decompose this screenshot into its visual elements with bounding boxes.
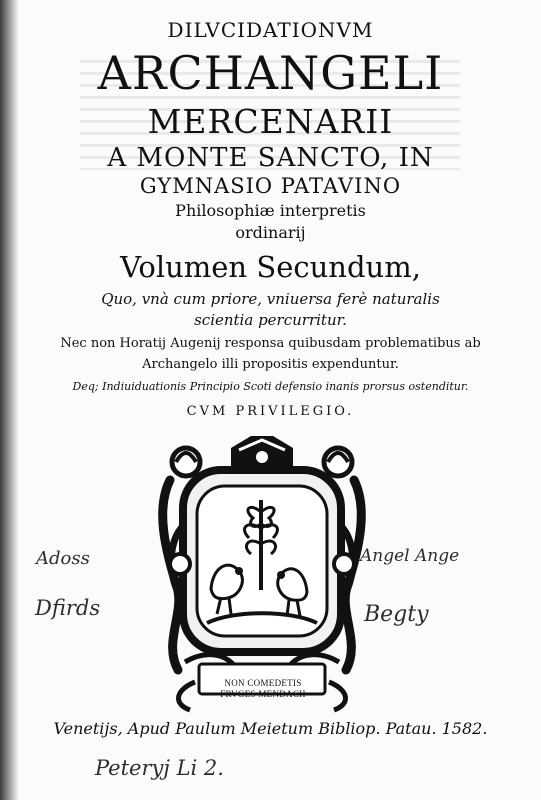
imprint-line: Venetijs, Apud Paulum Meietum Bibliop. Patau. 1582.: [53, 719, 488, 738]
handwritten-left-upper: Adoss: [36, 548, 90, 569]
volume-title: Volumen Secundum,: [120, 250, 421, 284]
motto-line-1: NON COMEDETIS: [224, 678, 302, 688]
printer-device-woodcut: [155, 432, 369, 714]
title-line-gymnasio-patavino: GYMNASIO PATAVINO: [139, 174, 402, 198]
subtitle-line-4: Archangelo illi propositis expenduntur.: [142, 357, 399, 372]
author-name-mercenarii: MERCENARII: [147, 102, 394, 141]
subtitle-line-1: Quo, vnà cum priore, vniuersa ferè naturalis: [101, 290, 440, 308]
title-line-ordinarij: ordinarij: [235, 223, 306, 242]
subtitle-line-2: scientia percurritur.: [194, 311, 347, 329]
subtitle-line-3: Nec non Horatij Augenij responsa quibusdam problematibus ab: [60, 336, 481, 351]
subtitle-line-5: Deq; Indiuiduationis Principio Scoti defensio inanis prorsus ostenditur.: [72, 380, 469, 393]
privilege-line: CVM PRIVILEGIO.: [186, 404, 355, 419]
handwritten-right-upper: Angel Ange: [360, 546, 460, 566]
title-line-philosophiae: Philosophiæ interpretis: [175, 201, 366, 220]
handwritten-left-lower: Dfirds: [35, 596, 101, 620]
title-line-monte-sancto: A MONTE SANCTO, IN: [107, 143, 434, 173]
handwritten-bottom: Peteryj Li 2.: [95, 756, 224, 780]
handwritten-right-lower: Begty: [364, 602, 429, 627]
printer-device-motto: [201, 678, 325, 700]
title-line-dilucidationum: DILVCIDATIONVM: [167, 18, 374, 42]
motto-line-2: FRVGES MENDACII: [220, 689, 306, 699]
author-name-archangeli: ARCHANGELI: [97, 46, 444, 100]
